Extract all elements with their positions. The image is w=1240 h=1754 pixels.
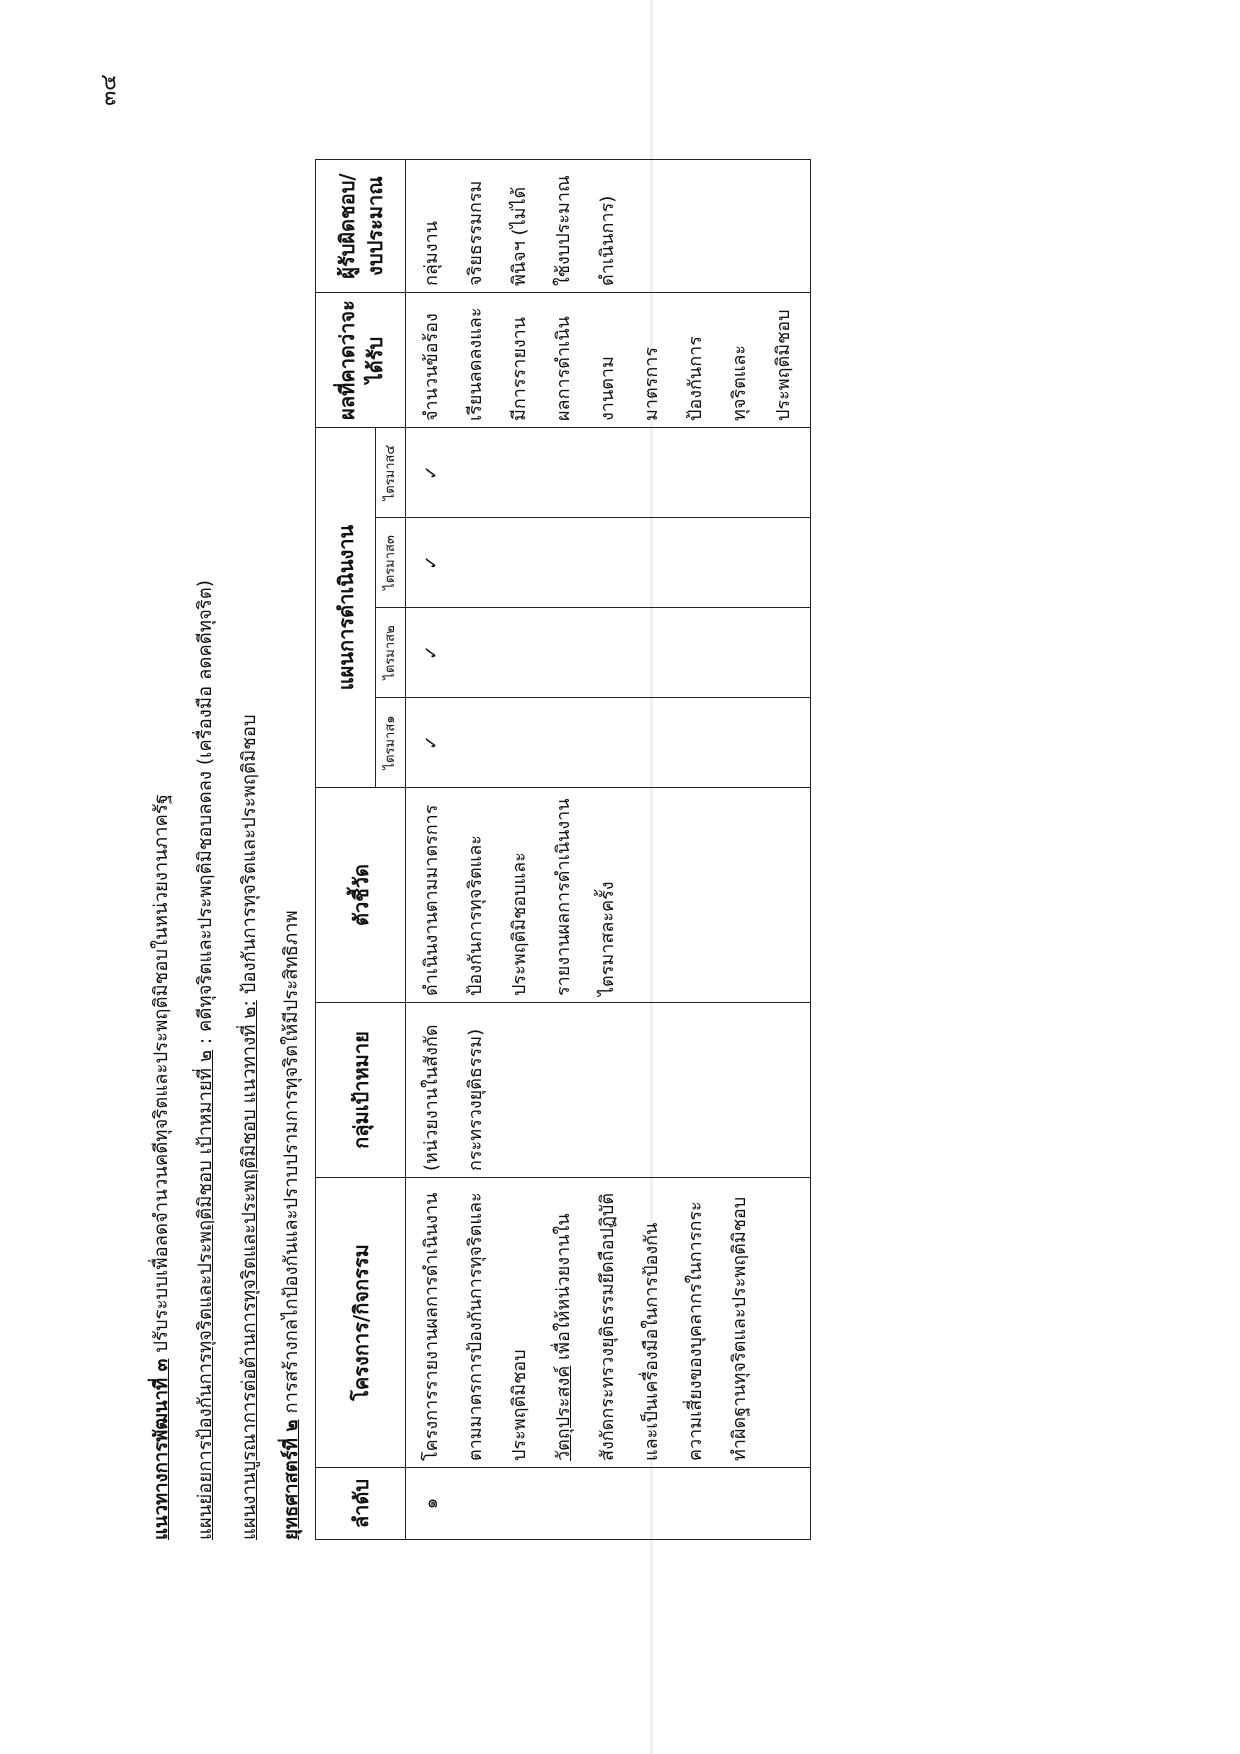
header-q4: ไตรมาส๔ bbox=[376, 428, 406, 518]
header-line-3 bbox=[228, 714, 272, 1540]
cell-q2-check: ✓ bbox=[406, 608, 811, 698]
header-result: ผลที่คาดว่าจะได้รับ bbox=[316, 293, 406, 428]
cell-project bbox=[406, 1178, 811, 1468]
cell-no: ๑ bbox=[406, 1468, 811, 1540]
objective-text: เพื่อให้หน่วยงานในสังกัดกระทรวงยุติธรรมยึดถือปฏิบัติและเป็นเครื่องมือในการป้องกันความเสี่ยงของบุคลากรในการกระทำผิดฐานทุจริตและประพฤติมิชอบ bbox=[553, 1192, 750, 1461]
page-number-text: ๓๔ bbox=[96, 74, 122, 106]
objective-label: วัตถุประสงค์ bbox=[553, 1365, 574, 1461]
cell-indicator: ดำเนินงานตามมาตรการป้องกันการทุจริตและประพฤติมิชอบและรายงานผลการดำเนินงานไตรมาสละครั้ง bbox=[406, 788, 811, 1003]
header-owner: ผู้รับผิดชอบ/งบประมาณ bbox=[316, 160, 406, 293]
cell-target: (หน่วยงานในสังกัดกระทรวงยุติธรรม) bbox=[406, 1003, 811, 1178]
table-row bbox=[406, 160, 811, 1540]
integrated-plan-label: แผนงานบูรณาการต่อต้านการทุจริตและประพฤติมิชอบ แนวทางที่ ๒: bbox=[239, 1000, 260, 1540]
cell-owner: กลุ่มงานจริยธรรมกรมพินิจฯ (ไม่ได้ใช้งบประมาณดำเนินการ) bbox=[406, 160, 811, 293]
cell-q3-check: ✓ bbox=[406, 518, 811, 608]
header-q3: ไตรมาส๓ bbox=[376, 518, 406, 608]
strategy-label: ยุทธศาสตร์ที่ ๒ bbox=[281, 1419, 302, 1540]
integrated-plan-text: ป้องกันการทุจริตและประพฤติมิชอบ bbox=[239, 714, 260, 1001]
header-target: กลุ่มเป้าหมาย bbox=[316, 1003, 406, 1178]
development-approach-text: ปรับระบบเพื่อลดจำนวนคดีทุจริตและประพฤติมิชอบในหน่วยงานภาครัฐ bbox=[151, 793, 172, 1359]
header-line-4 bbox=[270, 910, 314, 1540]
cell-q4-check: ✓ bbox=[406, 428, 811, 518]
header-line-2 bbox=[184, 580, 228, 1540]
table-header-row bbox=[316, 160, 376, 1540]
header-indicator: ตัวชี้วัด bbox=[316, 788, 406, 1003]
action-plan-table bbox=[315, 159, 811, 1540]
development-approach-label: แนวทางการพัฒนาที่ ๓ bbox=[151, 1358, 172, 1540]
header-line-1 bbox=[140, 794, 184, 1540]
cell-result: จำนวนข้อร้องเรียนลดลงและมีการรายงานผลการดำเนินงานตามมาตรการป้องกันการทุจริตและประพฤติมิชอบ bbox=[406, 293, 811, 428]
subplan-label: แผนย่อยการป้องกันการทุจริตและประพฤติมิชอบ เป้าหมายที่ ๒ bbox=[195, 1049, 216, 1540]
header-no: ลำดับ bbox=[316, 1468, 406, 1540]
rotated-content bbox=[140, 160, 794, 1540]
page-number bbox=[88, 60, 128, 120]
header-project: โครงการ/กิจกรรม bbox=[316, 1178, 406, 1468]
cell-q1-check: ✓ bbox=[406, 698, 811, 788]
strategy-text: การสร้างกลไกป้องกันและปราบปรามการทุจริตให้มีประสิทธิภาพ bbox=[281, 910, 302, 1420]
project-title: โครงการรายงานผลการดำเนินงานตามมาตรการป้องกันการทุจริตและประพฤติมิชอบ bbox=[421, 1192, 530, 1461]
header-q2: ไตรมาส๒ bbox=[376, 608, 406, 698]
header-plan: แผนการดำเนินงาน bbox=[316, 428, 376, 788]
subplan-text: : คดีทุจริตและประพฤติมิชอบลดลง (เครื่องมือ ลดคดีทุจริต) bbox=[195, 580, 216, 1050]
header-q1: ไตรมาส๑ bbox=[376, 698, 406, 788]
